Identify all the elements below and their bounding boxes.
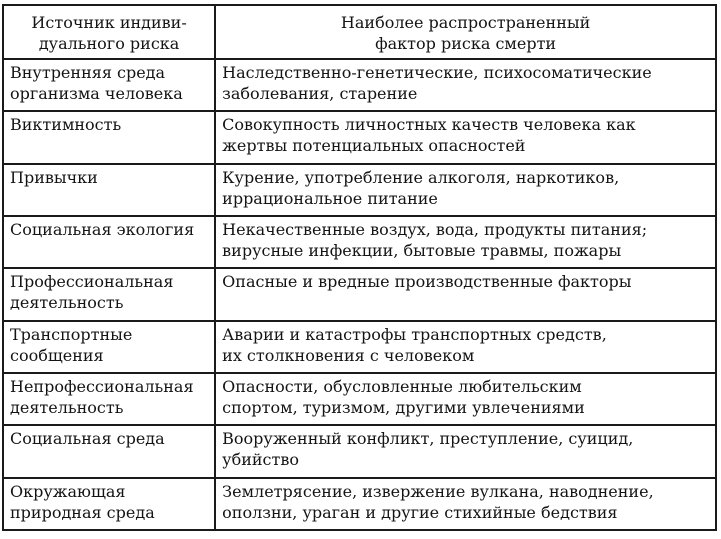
risk-factor-line: вирусные инфекции, бытовые травмы, пожары [222,240,622,260]
risk-source-line: сообщения [10,345,104,365]
risk-source-line: Профессиональная [10,272,174,292]
risk-factor-line: Вооруженный конфликт, преступление, суицид, [222,429,634,449]
header-factor-line: Наиболее распространенный [340,12,591,32]
risk-source-line: Внутренняя среда [10,63,166,82]
header-source [3,5,215,59]
risk-factor-line: их столкновения с человеком [222,345,475,365]
risk-source-line: Окружающая [10,481,126,501]
risk-source-line: организма человека [10,84,183,103]
header-source-line: Источник индиви- [31,12,187,32]
table-row [3,373,716,425]
table-row [3,59,716,111]
risk-factor-line: оползни, ураган и другие стихийные бедствия [222,502,618,522]
risk-source-cell [3,321,215,373]
risk-source-line: Транспортные [10,324,133,344]
risk-factor-line: Опасности, обусловленные любительским [222,376,582,396]
risk-source-line: Непрофессиональная [10,376,194,396]
risk-source-cell [3,164,215,216]
table-row [3,268,716,320]
table-row [3,164,716,216]
table-row [3,425,716,477]
risk-factor-cell [215,164,716,216]
risk-source-cell [3,268,215,320]
risk-factor-cell [215,373,716,425]
risk-factor-cell [215,478,716,530]
risk-factor-line: спортом, туризмом, другими увлечениями [222,397,585,417]
risk-factor-cell [215,425,716,477]
table-row [3,478,716,530]
risk-factor-cell [215,268,716,320]
risk-source-line: Привычки [10,167,98,187]
risk-factor-line: заболевания, старение [222,84,418,103]
risk-factor-cell [215,59,716,111]
table-row [3,216,716,268]
risk-factor-line: убийство [222,450,299,470]
risk-factor-line: иррациональное питание [222,188,438,208]
header-factor-line: фактор риска смерти [375,33,557,53]
risk-source-cell [3,425,215,477]
risk-factor-line: жертвы потенциальных опасностей [222,136,526,156]
risk-factor-line: Наследственно-генетические, психосоматические [222,63,652,82]
risk-source-line: Социальная экология [10,219,195,239]
risk-source-cell [3,111,215,163]
risk-source-line: деятельность [10,293,124,313]
table-row [3,321,716,373]
risk-factor-line: Некачественные воздух, вода, продукты питания; [222,219,648,239]
risk-source-cell [3,478,215,530]
table-row [3,111,716,163]
header-factor [215,5,716,59]
risk-source-cell [3,216,215,268]
risk-factor-line: Опасные и вредные производственные факторы [222,272,632,292]
risk-factor-cell [215,216,716,268]
risk-source-line: Социальная среда [10,429,165,449]
risk-factor-cell [215,111,716,163]
risk-source-line: природная среда [10,502,155,522]
risk-factor-line: Совокупность личностных качеств человека как [222,115,636,135]
risk-factor-line: Аварии и катастрофы транспортных средств, [222,324,607,344]
risk-source-cell [3,59,215,111]
risk-table [2,4,717,531]
risk-factor-line: Курение, употребление алкоголя, наркотиков, [222,167,620,187]
risk-source-cell [3,373,215,425]
risk-factor-line: Землетрясение, извержение вулкана, наводнение, [222,481,654,501]
header-row [3,5,716,59]
table-body [3,59,716,530]
risk-source-line: Виктимность [10,115,122,135]
risk-factor-cell [215,321,716,373]
risk-source-line: деятельность [10,397,124,417]
header-source-line: дуального риска [38,33,180,53]
